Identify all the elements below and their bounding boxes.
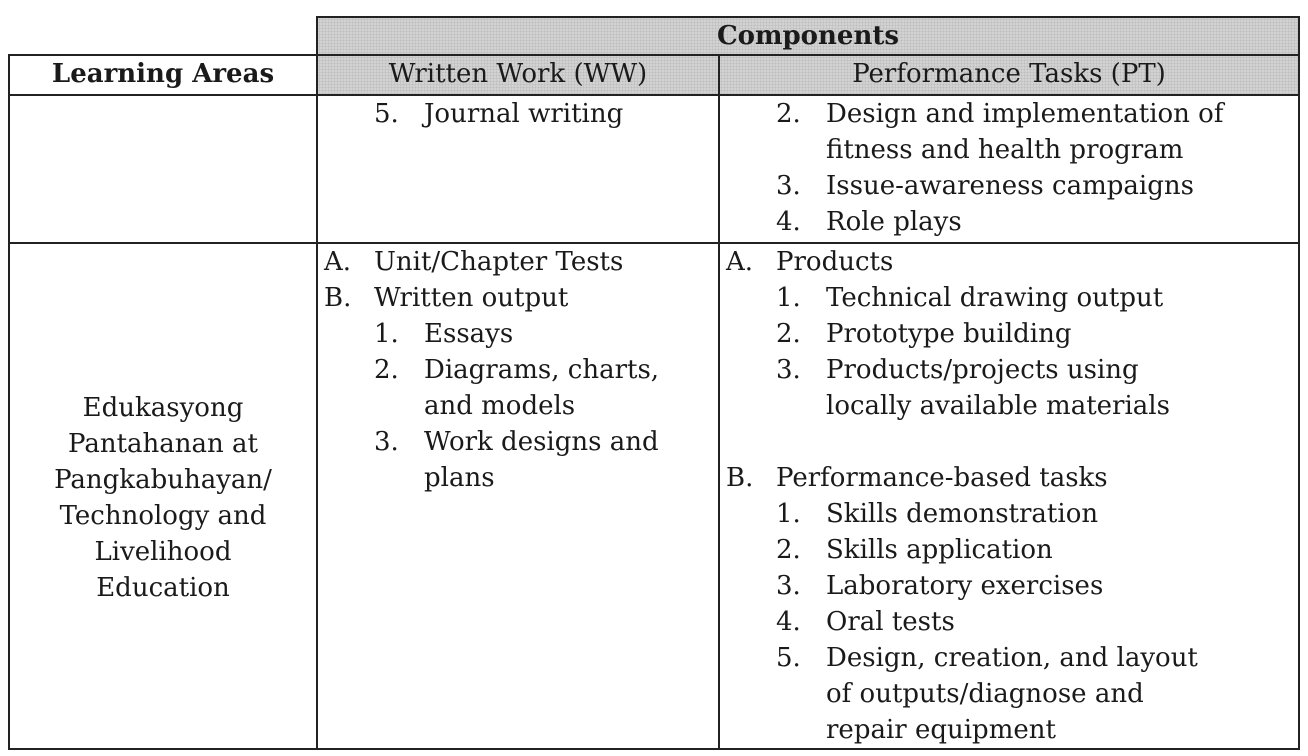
item-text: Products/projects using	[826, 355, 1139, 385]
item-number: 1.	[374, 319, 399, 349]
item-text: Essays	[424, 319, 514, 349]
written-work-header: Written Work (WW)	[317, 55, 719, 95]
item-text: Laboratory exercises	[826, 571, 1104, 601]
list-item	[720, 244, 1298, 280]
item-text: Design and implementation of	[826, 99, 1224, 129]
item-number: 2.	[374, 355, 399, 385]
components-header: Components	[317, 17, 1299, 55]
learning-area-line: Technology and	[59, 501, 267, 531]
item-text: Unit/Chapter Tests	[374, 247, 624, 277]
item-text: Oral tests	[826, 607, 955, 637]
item-number: 2.	[776, 99, 801, 129]
list-item	[720, 280, 1298, 316]
pt-cell	[719, 95, 1299, 243]
learning-area-line: Education	[96, 573, 230, 603]
empty-corner-cell	[9, 17, 317, 55]
item-text: Skills application	[826, 535, 1053, 565]
list-item	[720, 640, 1298, 676]
list-item	[318, 424, 718, 460]
list-item	[720, 96, 1298, 132]
item-text: Design, creation, and layout	[826, 643, 1198, 673]
item-number: 1.	[776, 283, 801, 313]
item-continuation: locally available materials	[826, 391, 1170, 421]
item-letter: B.	[726, 463, 754, 493]
item-text: Performance-based tasks	[776, 463, 1108, 493]
list-item	[720, 568, 1298, 604]
learning-area-line: Pantahanan at	[68, 429, 258, 459]
list-item	[720, 168, 1298, 204]
item-text: Prototype building	[826, 319, 1072, 349]
learning-area-line: Pangkabuhayan/	[54, 465, 272, 495]
item-number: 3.	[776, 171, 801, 201]
list-item	[318, 244, 718, 280]
table-row	[9, 243, 1299, 749]
learning-area-line: Livelihood	[94, 537, 232, 567]
item-number: 5.	[776, 643, 801, 673]
pt-cell	[719, 243, 1299, 749]
item-continuation: and models	[424, 391, 576, 421]
components-table	[8, 16, 1300, 750]
list-item	[720, 316, 1298, 352]
item-text: Products	[776, 247, 894, 277]
item-letter: A.	[726, 247, 754, 277]
list-item	[318, 280, 718, 316]
ww-cell	[317, 243, 719, 749]
item-text: Role plays	[826, 207, 962, 237]
item-text: Written output	[374, 283, 569, 313]
spacer	[720, 424, 1298, 460]
item-text: Journal writing	[424, 99, 624, 129]
item-number: 2.	[776, 535, 801, 565]
performance-tasks-header: Performance Tasks (PT)	[719, 55, 1299, 95]
list-item	[720, 204, 1298, 240]
item-letter: A.	[324, 247, 352, 277]
item-number: 4.	[776, 207, 801, 237]
item-text: Diagrams, charts,	[424, 355, 660, 385]
list-item	[720, 604, 1298, 640]
item-letter: B.	[324, 283, 352, 313]
list-item	[720, 496, 1298, 532]
item-continuation: repair equipment	[826, 715, 1056, 745]
item-text: Skills demonstration	[826, 499, 1099, 529]
list-item	[318, 352, 718, 388]
ww-cell	[317, 95, 719, 243]
item-number: 3.	[776, 355, 801, 385]
item-text: Technical drawing output	[826, 283, 1164, 313]
table-row	[9, 95, 1299, 243]
item-number: 3.	[374, 427, 399, 457]
item-continuation: of outputs/diagnose and	[826, 679, 1144, 709]
item-text: Work designs and	[424, 427, 659, 457]
list-item	[318, 316, 718, 352]
header-row-top	[9, 17, 1299, 55]
item-number: 5.	[374, 99, 399, 129]
list-item	[720, 352, 1298, 388]
header-row-sub	[9, 55, 1299, 95]
item-number: 2.	[776, 319, 801, 349]
item-text: Issue-awareness campaigns	[826, 171, 1194, 201]
item-continuation: fitness and health program	[826, 135, 1184, 165]
learning-area-line: Edukasyong	[82, 393, 244, 423]
learning-area-cell	[9, 95, 317, 243]
list-item	[720, 460, 1298, 496]
learning-area-name	[10, 244, 316, 606]
list-item	[318, 96, 718, 132]
item-continuation: plans	[424, 463, 495, 493]
learning-areas-header: Learning Areas	[9, 55, 317, 95]
item-number: 4.	[776, 607, 801, 637]
list-item	[720, 532, 1298, 568]
learning-area-cell	[9, 243, 317, 749]
item-number: 1.	[776, 499, 801, 529]
item-number: 3.	[776, 571, 801, 601]
